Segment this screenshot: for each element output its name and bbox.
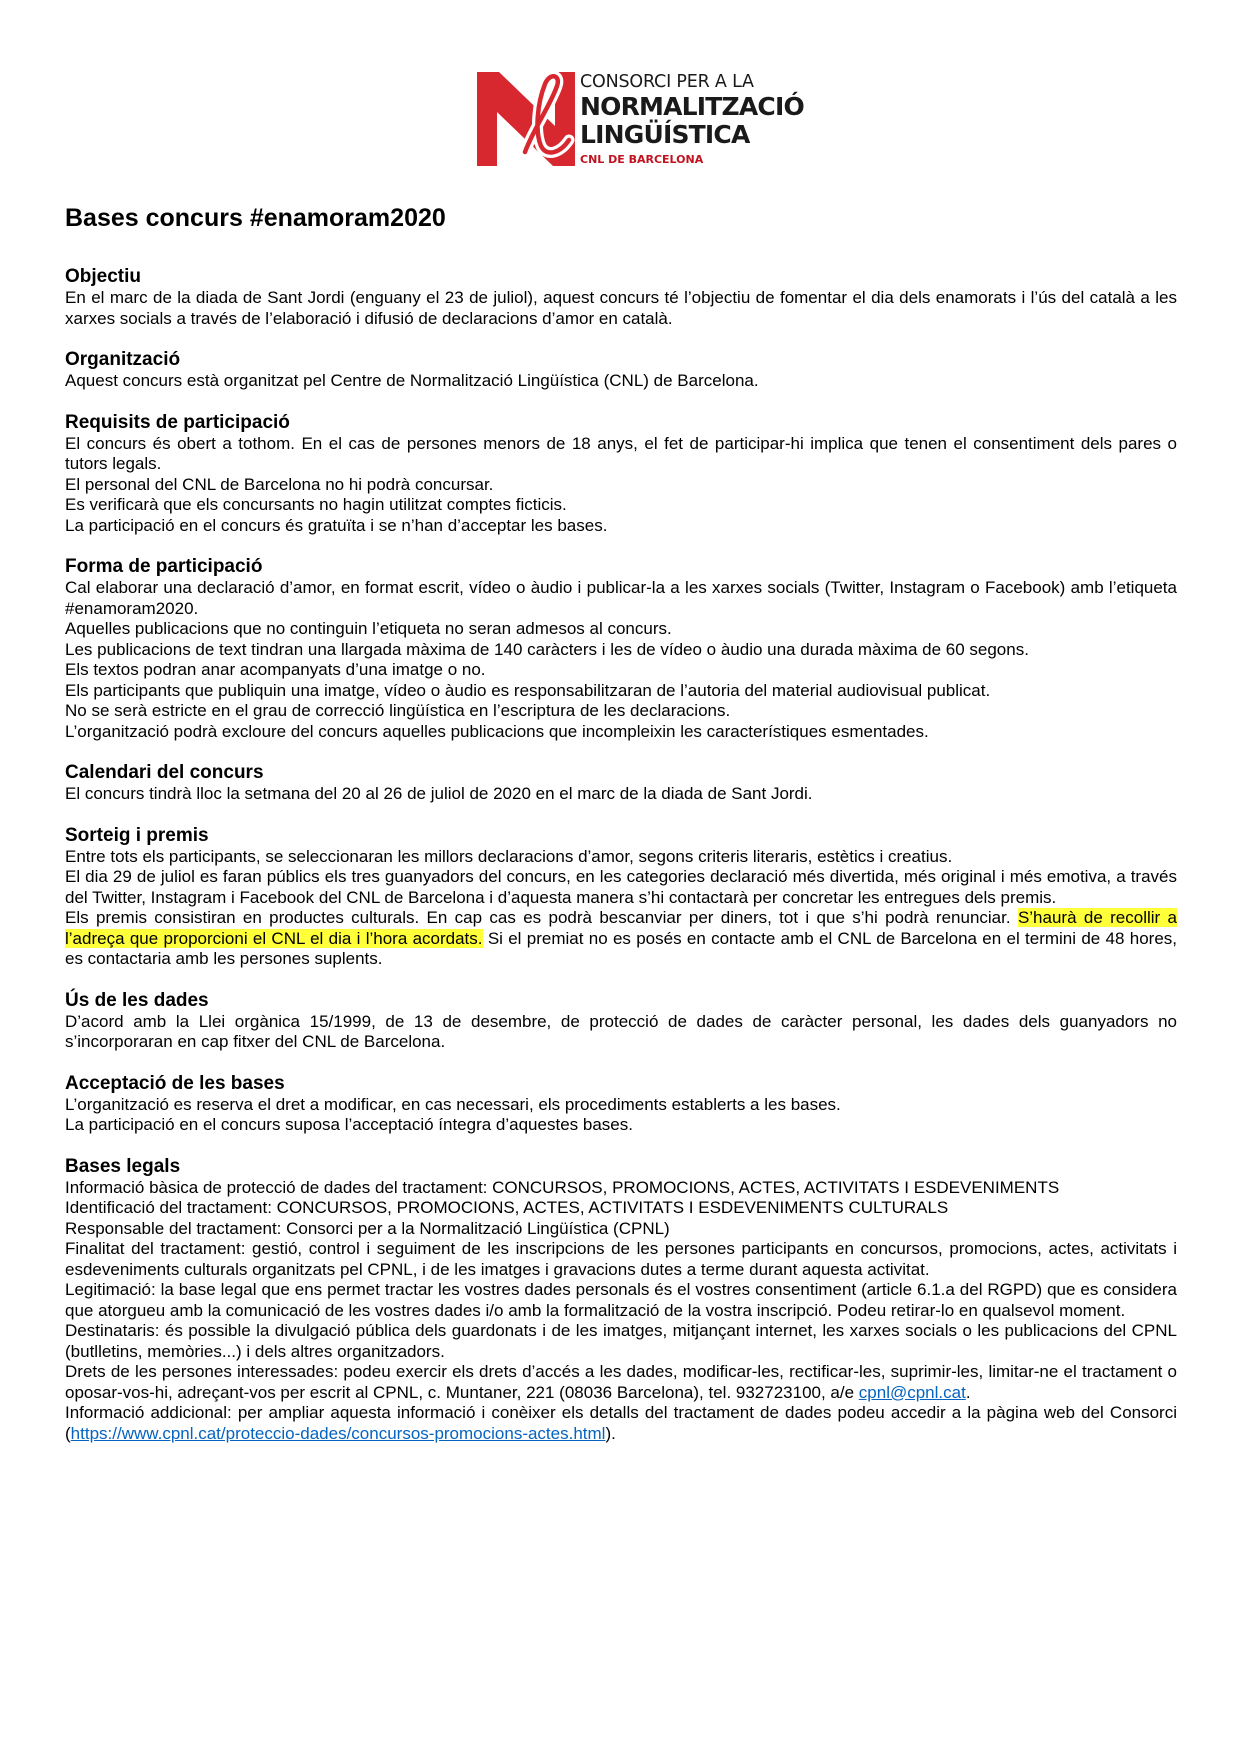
paragraph: El dia 29 de juliol es faran públics els tres guanyadors del concurs, en les categories declaració més divertida, més original i més emotiva, a través del Twitter, Instagram i Facebook del CNL de Barcelona i d’aquesta manera s’hi contactarà per concretar les entregues dels premis. — [65, 867, 1177, 907]
section-heading: Requisits de participació — [65, 411, 290, 433]
paragraph: El concurs és obert a tothom. En el cas de persones menors de 18 anys, el fet de participar-hi implica que tenen el consentiment dels pares o tutors legals. — [65, 433, 1177, 473]
section-heading: Objectiu — [65, 266, 142, 287]
paragraph: Finalitat del tractament: gestió, control i seguiment de les inscripcions de les persones participants en concursos, promocions, actes, activitats i esdeveniments culturals organitzats pel CPNL, i de les imatges i gravacions dutes a terme durant aquesta activitat. — [65, 1239, 1177, 1279]
logo-line-3: LINGÜÍSTICA — [580, 120, 750, 149]
email-link[interactable]: cpnl@cpnl.cat — [858, 1382, 966, 1402]
section-objectiu — [65, 265, 1177, 329]
paragraph: El concurs tindrà lloc la setmana del 20 al 26 de juliol de 2020 en el marc de la diada de Sant Jordi. — [65, 784, 813, 803]
section-bases-legals — [65, 1155, 1177, 1445]
paragraph: Entre tots els participants, se seleccionaran les millors declaracions d’amor, segons criteris literaris, estètics i creatius. — [65, 846, 953, 866]
paragraph — [65, 1362, 1177, 1403]
paragraph: L’organització es reserva el dret a modificar, en cas necessari, els procediments establerts a les bases. — [65, 1094, 841, 1114]
privacy-policy-link[interactable]: https://www.cpnl.cat/proteccio-dades/concursos-promocions-actes.html — [70, 1423, 606, 1443]
section-heading: Calendari del concurs — [65, 762, 264, 783]
document-title: Bases concurs #enamoram2020 — [65, 204, 446, 232]
logo-line-4: CNL DE BARCELONA — [580, 153, 704, 166]
section-calendari — [65, 761, 1177, 805]
paragraph — [65, 1403, 1177, 1444]
cnl-logo — [477, 72, 804, 172]
section-heading: Ús de les dades — [65, 989, 209, 1011]
highlighted-text: S’haurà de recollir a l’adreça que proporcioni el CNL el dia i l’hora acordats. — [65, 908, 1177, 948]
paragraph: L’organització podrà excloure del concurs aquelles publicacions que incompleixin les característiques esmentades. — [65, 721, 929, 741]
section-acceptacio — [65, 1072, 1177, 1136]
paragraph: Identificació del tractament: CONCURSOS, PROMOCIONS, ACTES, ACTIVITATS I ESDEVENIMENTS CULTURALS — [65, 1198, 949, 1217]
text-run: . — [965, 1382, 971, 1402]
text-run: Drets de les persones interessades: podeu exercir els drets d’accés a les dades, modificar-les, rectificar-les, suprimir-les, limitar-ne el tractament o oposar-vos-hi, adreçant-vos per escrit al CPNL, c. Muntaner, 221 (08036 Barcelona), tel. 932723100, a/e — [65, 1362, 1177, 1402]
paragraph: Responsable del tractament: Consorci per a la Normalització Lingüística (CPNL) — [65, 1218, 670, 1238]
text-run: ). — [605, 1423, 616, 1443]
section-heading: Organització — [65, 349, 181, 370]
paragraph: Informació bàsica de protecció de dades del tractament: CONCURSOS, PROMOCIONS, ACTES, ACTIVITATS I ESDEVENIMENTS — [65, 1177, 1060, 1197]
section-heading: Forma de participació — [65, 556, 263, 577]
paragraph: El personal del CNL de Barcelona no hi podrà concursar. — [65, 474, 494, 494]
document-body — [65, 202, 1177, 1463]
section-organitzacio — [65, 348, 1177, 392]
section-sorteig — [65, 824, 1177, 970]
paragraph: En el marc de la diada de Sant Jordi (enguany el 23 de juliol), aquest concurs té l’objectiu de fomentar el dia dels enamorats i l’ús del català a les xarxes socials a través de l’elaboració i difusió de declaracions d’amor en català. — [65, 288, 1177, 328]
cnl-logo-wordmark — [580, 72, 804, 169]
paragraph: Es verificarà que els concursants no hagin utilitzat comptes ficticis. — [65, 495, 567, 514]
text-run: Si el premiat no es posés en contacte amb el CNL de Barcelona en el termini de 48 hores, es contactaria amb les persones suplents. — [65, 928, 1177, 968]
section-heading: Acceptació de les bases — [65, 1072, 285, 1094]
paragraph: No se serà estricte en el grau de correcció lingüística en l’escriptura de les declaracions. — [65, 701, 731, 720]
paragraph: La participació en el concurs és gratuïta i se n’han d’acceptar les bases. — [65, 515, 608, 535]
section-forma — [65, 555, 1177, 742]
logo-line-2: NORMALITZACIÓ — [580, 92, 804, 121]
paragraph: D’acord amb la Llei orgànica 15/1999, de 13 de desembre, de protecció de dades de caràcter personal, les dades dels guanyadors no s’incorporaran en cap fitxer del CNL de Barcelona. — [65, 1011, 1177, 1051]
section-dades — [65, 989, 1177, 1053]
paragraph: La participació en el concurs suposa l’acceptació íntegra d’aquestes bases. — [65, 1115, 633, 1134]
paragraph: Aquest concurs està organitzat pel Centre de Normalització Lingüística (CNL) de Barcelona. — [65, 371, 759, 390]
paragraph: Les publicacions de text tindran una llargada màxima de 140 caràcters i les de vídeo o àudio una durada màxima de 60 segons. — [65, 639, 1029, 659]
paragraph: Aquelles publicacions que no continguin l’etiqueta no seran admesos al concurs. — [65, 619, 672, 638]
logo-line-1: CONSORCI PER A LA — [580, 72, 754, 92]
cnl-logo-mark-icon — [477, 72, 577, 167]
text-run: Els premis consistiran en productes culturals. En cap cas es podrà bescanviar per diners, tot i que s’hi podrà renunciar. — [65, 908, 1018, 927]
text-run: Informació addicional: per ampliar aquesta informació i conèixer els detalls del tractament de dades podeu accedir a la pàgina web del Consorci ( — [65, 1403, 1177, 1443]
paragraph: Cal elaborar una declaració d’amor, en format escrit, vídeo o àudio i publicar-la a les xarxes socials (Twitter, Instagram o Facebook) amb l’etiqueta #enamoram2020. — [65, 578, 1177, 618]
paragraph: Legitimació: la base legal que ens permet tractar les vostres dades personals és el vostres consentiment (article 6.1.a del RGPD) que es considera que atorgueu amb la comunicació de les vostres dades i/o amb la formalització de la vostra inscripció. Podeu retirar-lo en qualsevol moment. — [65, 1280, 1177, 1320]
paragraph — [65, 908, 1177, 970]
paragraph: Els participants que publiquin una imatge, vídeo o àudio es responsabilitzaran de l’autoria del material audiovisual publicat. — [65, 680, 991, 700]
section-heading: Bases legals — [65, 1155, 181, 1177]
section-requisits — [65, 411, 1177, 537]
section-heading: Sorteig i premis — [65, 824, 209, 846]
paragraph: Els textos podran anar acompanyats d’una imatge o no. — [65, 660, 486, 679]
paragraph: Destinataris: és possible la divulgació pública dels guardonats i de les imatges, mitjançant internet, les xarxes socials o les publicacions del CPNL (butlletins, memòries...) i dels altres organitzadors. — [65, 1321, 1177, 1361]
